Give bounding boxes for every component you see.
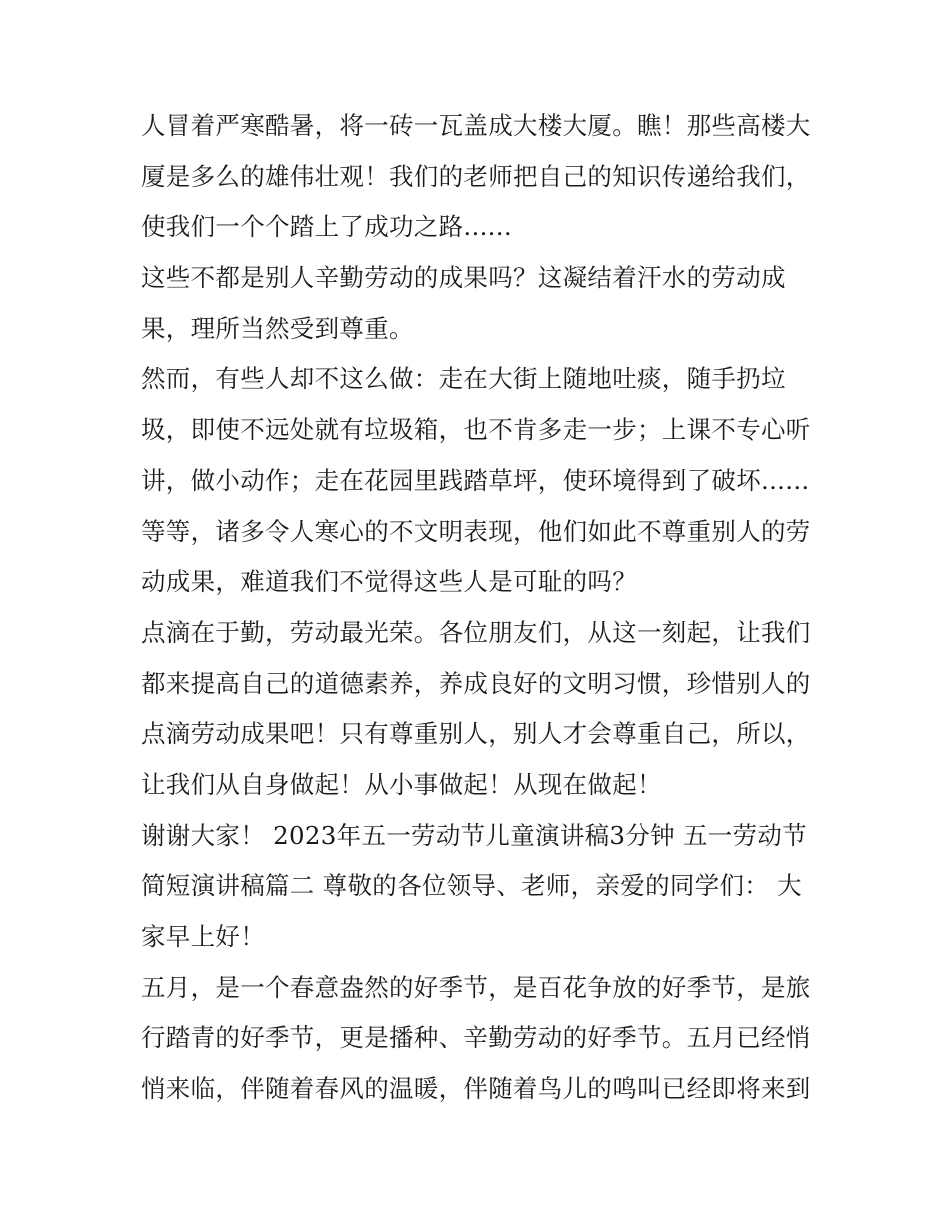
text-line: 使我们一个个踏上了成功之路...... [141,212,512,242]
text-line: 行踏青的好季节，更是播种、辛勤劳动的好季节。五月已经悄 [141,1023,811,1053]
text-line: 然而，有些人却不这么做：走在大街上随地吐痰，随手扔垃 [141,364,786,394]
text-line: 五月，是一个春意盎然的好季节，是百花争放的好季节，是旅 [141,972,811,1002]
text-line: 等等，诸多令人寒心的不文明表现，他们如此不尊重别人的劳 [141,516,811,546]
text-line: 悄来临，伴随着春风的温暖，伴随着鸟儿的鸣叫已经即将来到 [141,1074,811,1104]
text-line: 点滴劳动成果吧！只有尊重别人，别人才会尊重自己，所以， [141,719,811,749]
text-line: 人冒着严寒酷暑，将一砖一瓦盖成大楼大厦。瞧！那些高楼大 [141,111,811,140]
paragraph-1 [141,101,811,253]
text-line: 讲，做小动作；走在花园里践踏草坪，使环境得到了破坏...... [141,465,810,495]
text-line: 点滴在于勤，劳动最光荣。各位朋友们，从这一刻起，让我们 [141,617,811,647]
text-line: 谢谢大家！ 2023年五一劳动节儿童演讲稿3分钟 五一劳动节 [141,820,808,850]
text-line: 这些不都是别人辛勤劳动的成果吗？这凝结着汗水的劳动成 [141,263,786,293]
text-line: 都来提高自己的道德素养，养成良好的文明习惯，珍惜别人的 [141,668,811,698]
paragraph-3 [141,354,811,607]
text-line: 果，理所当然受到尊重。 [141,313,414,343]
paragraph-6 [141,963,811,1115]
text-line: 动成果，难道我们不觉得这些人是可耻的吗？ [141,567,637,597]
text-line: 家早上好！ [141,922,265,951]
paragraph-2 [141,253,811,354]
text-line: 简短演讲稿篇二 尊敬的各位领导、老师，亲爱的同学们： 大 [141,871,802,901]
text-line: 让我们从自身做起！从小事做起！从现在做起！ [141,769,662,799]
document-body [141,101,811,1115]
paragraph-5 [141,811,811,963]
paragraph-4 [141,608,811,811]
text-line: 圾，即使不远处就有垃圾箱，也不肯多走一步；上课不专心听 [141,415,811,445]
text-line: 厦是多么的雄伟壮观！我们的老师把自己的知识传递给我们， [141,161,811,191]
